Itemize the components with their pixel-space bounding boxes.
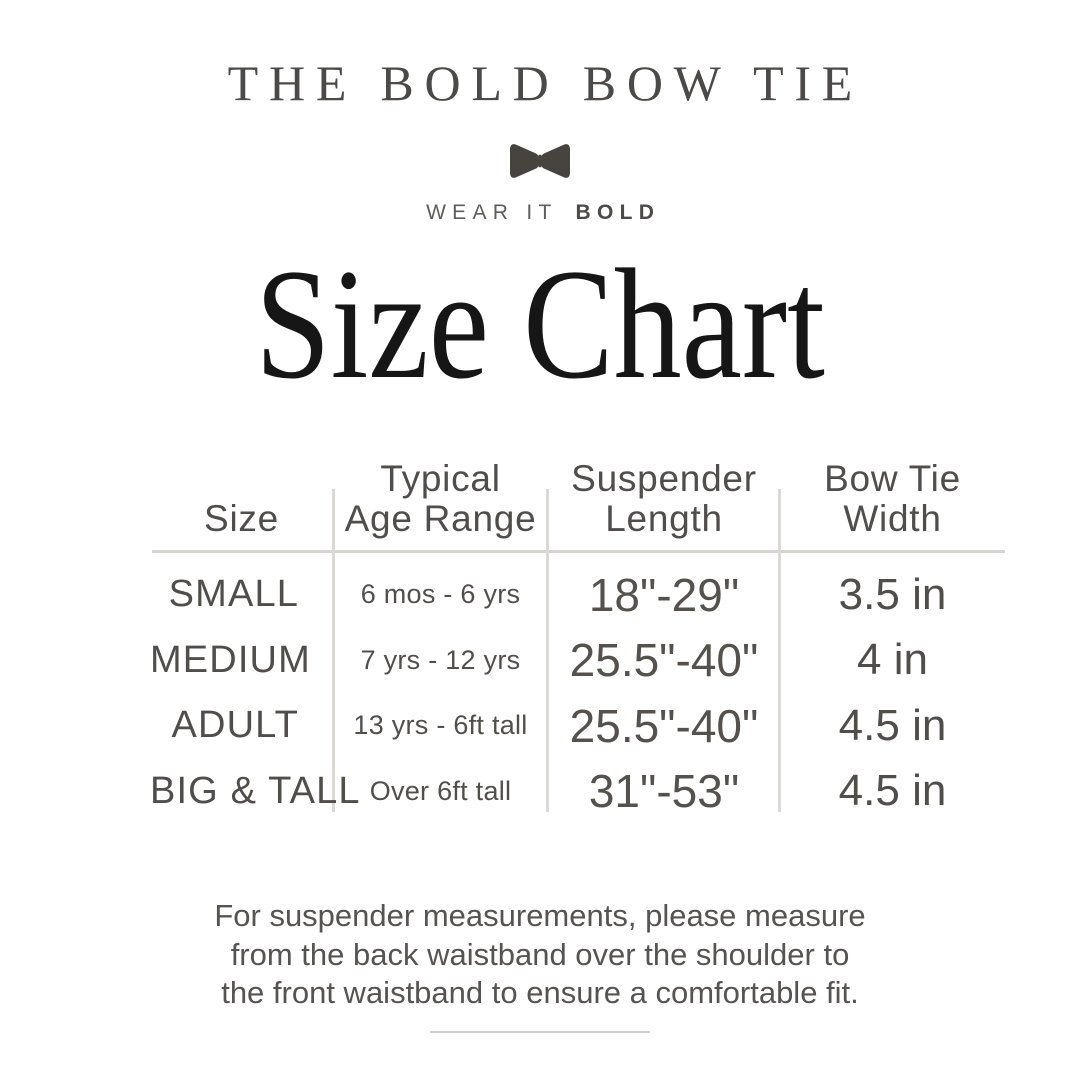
tagline-bold: BOLD (575, 201, 661, 224)
size-table-header (150, 448, 1005, 550)
bow-tie-width-cell: 4 in (857, 635, 928, 685)
footer-line: For suspender measurements, please measure (214, 898, 866, 933)
size-cell: SMALL (168, 573, 299, 616)
header-cell-bow-tie-width (780, 448, 1005, 550)
header-line: Bow Tie (824, 458, 961, 499)
table-row-big-and-tall (150, 759, 1005, 825)
age-range-cell: 7 yrs - 12 yrs (360, 644, 521, 675)
size-cell: BIG & TALL (150, 769, 361, 812)
table-row-adult (150, 693, 1005, 759)
footer-line: the front waistband to ensure a comfortable fit. (221, 975, 859, 1010)
age-range-cell: Over 6ft tall (369, 775, 512, 806)
bow-tie-width-cell: 3.5 in (838, 569, 947, 619)
bow-tie-icon (0, 142, 1080, 180)
bottom-divider (430, 1031, 650, 1033)
header-divider-line (152, 550, 1005, 553)
header-line: Size (204, 498, 279, 539)
header-line: Typical (380, 458, 501, 499)
bow-tie-width-cell: 4.5 in (838, 700, 947, 750)
table-row-medium (150, 628, 1005, 694)
suspender-length-cell: 18"-29" (588, 568, 740, 621)
header-cell-size (150, 448, 333, 550)
age-range-cell: 13 yrs - 6ft tall (353, 710, 528, 741)
suspender-length-cell: 25.5"-40" (569, 634, 759, 687)
suspender-length-cell: 25.5"-40" (569, 699, 759, 752)
age-range-cell: 6 mos - 6 yrs (360, 579, 521, 610)
brand-title: THE BOLD BOW TIE (227, 55, 864, 111)
header-line: Length (605, 498, 723, 539)
suspender-length-cell: 31"-53" (588, 765, 740, 818)
header-line: Suspender (571, 458, 757, 499)
footer-note (0, 897, 1080, 1013)
bow-tie-width-cell: 4.5 in (838, 766, 947, 816)
header-cell-suspender-length (548, 448, 780, 550)
header-line: Age Range (344, 498, 537, 539)
footer-line: from the back waistband over the shoulder to (230, 936, 850, 972)
size-cell: ADULT (171, 704, 299, 747)
tagline-prefix: WEAR IT (426, 201, 558, 224)
brand-tagline (0, 201, 1080, 225)
table-row-small (150, 562, 1005, 628)
header-line: Width (843, 498, 942, 539)
size-table-body (150, 562, 1005, 824)
header-cell-age-range (333, 448, 548, 550)
size-cell: MEDIUM (150, 638, 311, 681)
page-title: Size Chart (255, 237, 825, 412)
